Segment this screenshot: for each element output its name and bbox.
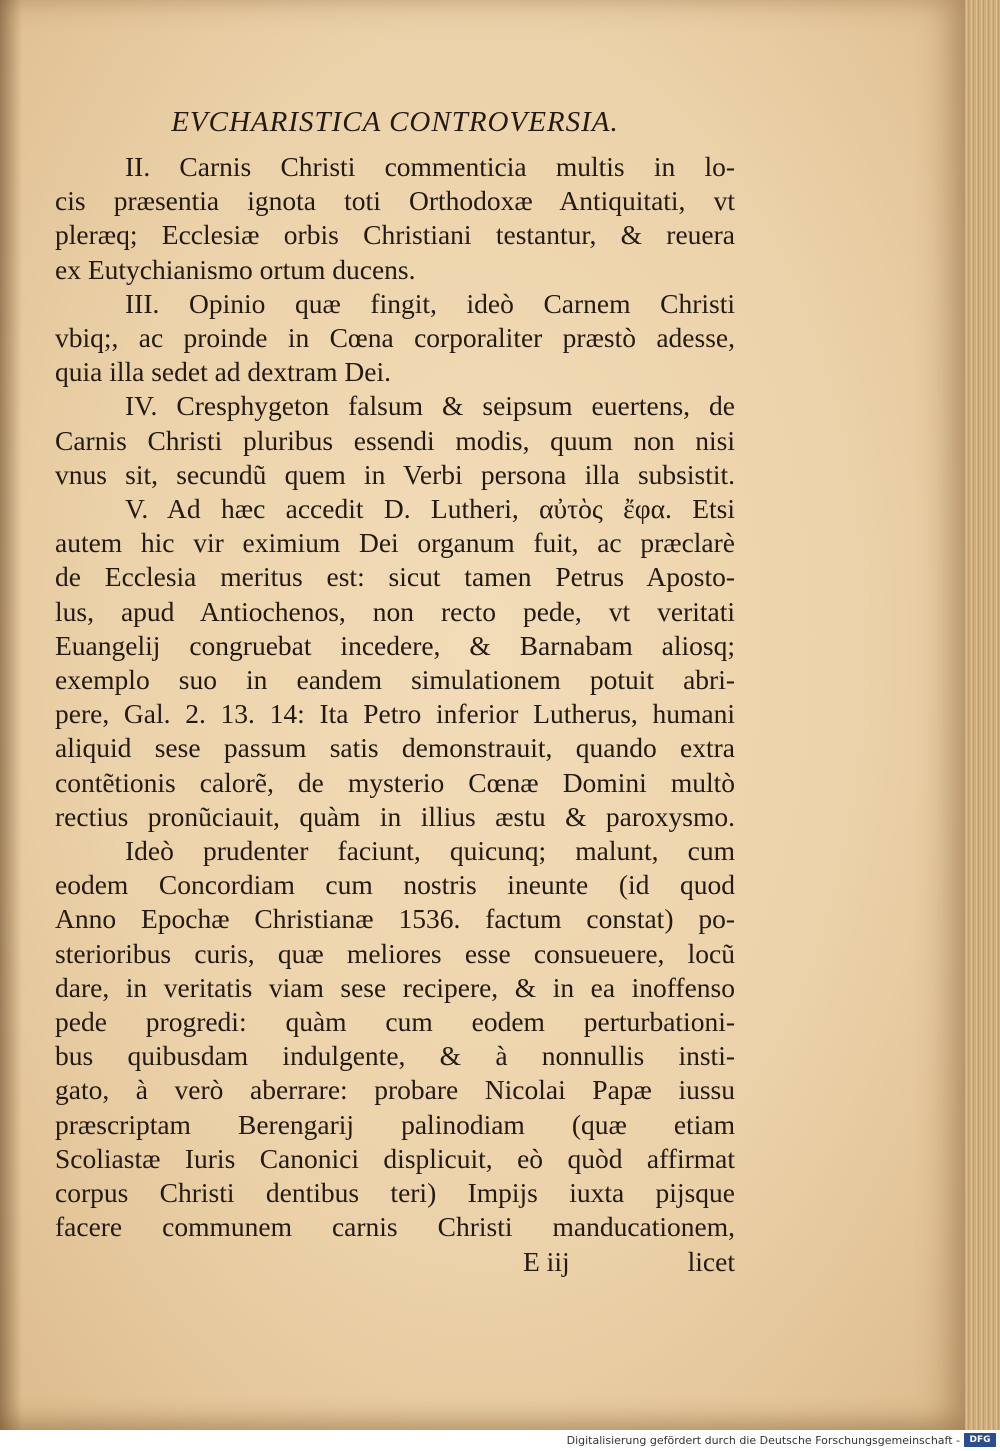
- text-line: sterioribus curis, quæ meliores esse consueuere, locũ: [55, 937, 735, 969]
- text-line: IV. Cresphygeton falsum & seipsum euertens, de: [125, 390, 735, 422]
- text-line: quia illa sedet ad dextram Dei.: [55, 356, 391, 388]
- text-line: autem hic vir eximium Dei organum fuit, ac præclarè: [55, 527, 735, 559]
- dfg-logo: DFG: [964, 1433, 996, 1447]
- spine-shadow: [0, 0, 22, 1430]
- text-line: præscriptam Berengarij palinodiam (quæ etiam: [55, 1108, 735, 1140]
- text-line: pere, Gal. 2. 13. 14: Ita Petro inferior Lutherus, humani: [55, 698, 735, 730]
- text-line: Carnis Christi pluribus essendi modis, quum non nisi: [55, 424, 735, 456]
- text-line: lus, apud Antiochenos, non recto pede, vt veritati: [55, 595, 735, 627]
- text-line: ex Eutychianismo ortum ducens.: [55, 253, 416, 285]
- running-head: EVCHARISTICA CONTROVERSIA.: [171, 106, 619, 138]
- text-line: facere communem carnis Christi manducationem,: [55, 1211, 735, 1243]
- text-line: vnus sit, secundũ quem in Verbi persona illa subsistit.: [55, 458, 735, 490]
- text-line: exemplo suo in eandem simulationem potuit abri-: [55, 664, 735, 696]
- text-line: contẽtionis calorẽ, de mysterio Cœnæ Domini multò: [55, 766, 735, 798]
- text-line: gato, à verò aberrare: probare Nicolai Papæ iussu: [55, 1074, 735, 1106]
- text-line: III. Opinio quæ fingit, ideò Carnem Christi: [125, 287, 735, 319]
- body-text: [55, 150, 735, 1245]
- signature-mark: E iij: [523, 1245, 570, 1277]
- text-line: Anno Epochæ Christianæ 1536. factum constat) po-: [55, 903, 735, 935]
- text-line: cis præsentia ignota toti Orthodoxæ Antiquitati, vt: [55, 185, 735, 217]
- text-line: rectius pronũciauit, quàm in illius æstu & paroxysmo.: [55, 800, 735, 832]
- text-line: de Ecclesia meritus est: sicut tamen Petrus Aposto-: [55, 561, 735, 593]
- text-line: eodem Concordiam cum nostris ineunte (id quod: [55, 869, 735, 901]
- text-line: vbiq;, ac proinde in Cœna corporaliter præstò adesse,: [55, 322, 735, 354]
- text-line: Scoliastæ Iuris Canonici displicuit, eò quòd affirmat: [55, 1142, 735, 1174]
- text-line: Ideò prudenter faciunt, quicunq; malunt, cum: [125, 835, 735, 867]
- text-line: V. Ad hæc accedit D. Lutheri, αὐτὸς ἔφα. Etsi: [125, 493, 735, 525]
- text-line: corpus Christi dentibus teri) Impijs iuxta pijsque: [55, 1177, 735, 1209]
- text-block: [55, 100, 735, 1279]
- text-line: pleræq; Ecclesiæ orbis Christiani testantur, & reuera: [55, 219, 735, 251]
- text-line: Euangelij congruebat incedere, & Barnabam aliosq;: [55, 629, 735, 661]
- text-line: aliquid sese passum satis demonstrauit, quando extra: [55, 732, 735, 764]
- text-line: pede progredi: quàm cum eodem perturbationi-: [55, 1006, 735, 1038]
- digitization-credit-bar: [0, 1430, 1000, 1451]
- page-edges: [965, 0, 1000, 1430]
- text-line: dare, in veritatis viam sese recipere, & in ea inoffenso: [55, 971, 735, 1003]
- text-line: bus quibusdam indulgente, & à nonnullis insti-: [55, 1040, 735, 1072]
- catchword: licet: [687, 1245, 735, 1277]
- text-line: II. Carnis Christi commenticia multis in lo-: [125, 151, 735, 182]
- digitization-credit: Digitalisierung gefördert durch die Deutsche Forschungsgemeinschaft -: [566, 1434, 960, 1447]
- page-footer: [55, 1245, 735, 1279]
